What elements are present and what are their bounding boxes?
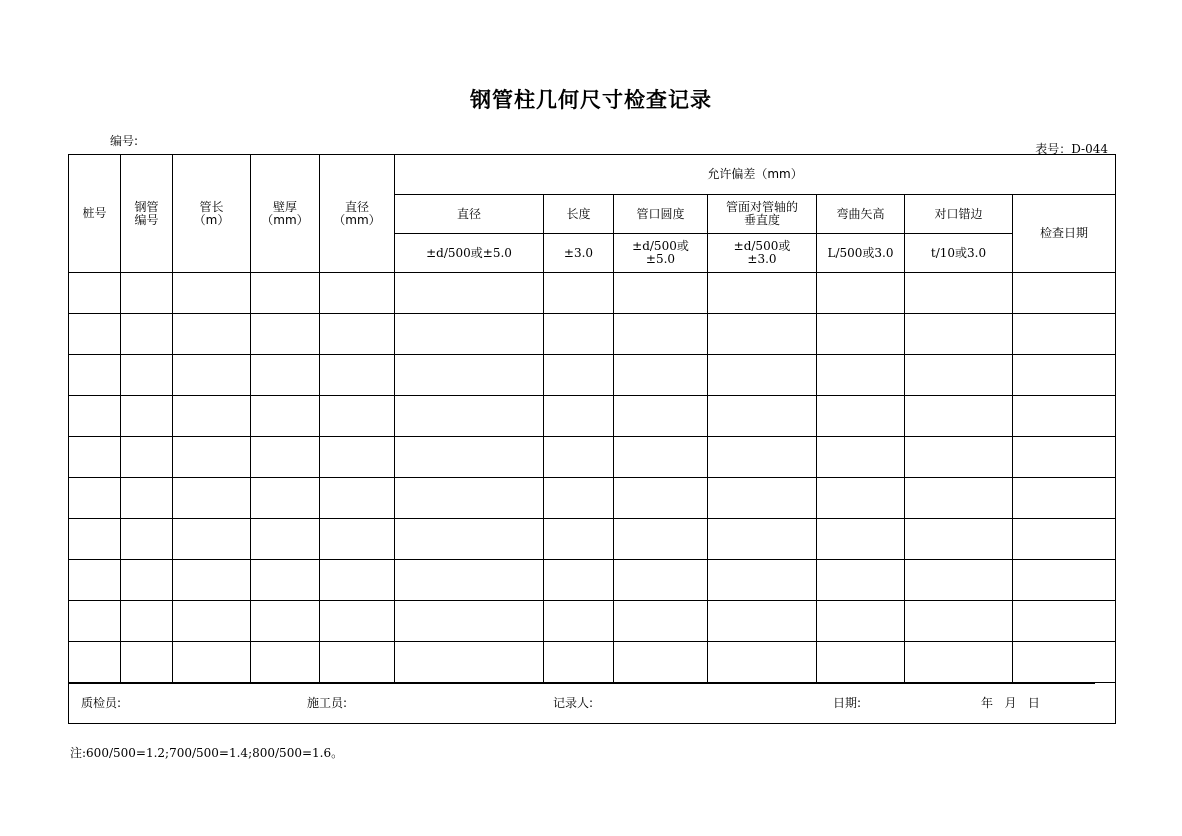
table-cell[interactable]: [614, 355, 708, 396]
table-cell[interactable]: [395, 273, 544, 314]
table-cell[interactable]: [905, 519, 1013, 560]
table-cell[interactable]: [69, 642, 121, 683]
table-cell[interactable]: [251, 478, 320, 519]
table-cell[interactable]: [544, 273, 614, 314]
table-cell[interactable]: [544, 314, 614, 355]
table-cell[interactable]: [708, 519, 817, 560]
table-cell[interactable]: [395, 437, 544, 478]
table-cell[interactable]: [173, 560, 251, 601]
table-cell[interactable]: [544, 437, 614, 478]
table-cell[interactable]: [173, 601, 251, 642]
table-cell[interactable]: [121, 355, 173, 396]
table-cell[interactable]: [320, 601, 395, 642]
table-cell[interactable]: [544, 560, 614, 601]
table-cell[interactable]: [173, 355, 251, 396]
header-tolerance-group: 允许偏差（mm）: [395, 155, 1116, 195]
table-cell[interactable]: [69, 601, 121, 642]
table-cell[interactable]: [614, 396, 708, 437]
table-cell[interactable]: [1013, 437, 1116, 478]
table-cell[interactable]: [708, 601, 817, 642]
constructor-label: 施工员:: [307, 696, 348, 710]
table-cell[interactable]: [395, 314, 544, 355]
table-cell[interactable]: [69, 437, 121, 478]
table-cell[interactable]: [544, 601, 614, 642]
header-diameter: 直径 （mm）: [320, 155, 395, 273]
tolerance-name-length: 长度: [544, 195, 614, 234]
table-cell[interactable]: [69, 314, 121, 355]
table-cell[interactable]: [905, 355, 1013, 396]
table-cell[interactable]: [1013, 396, 1116, 437]
recorder-label: 记录人:: [553, 696, 594, 710]
table-cell[interactable]: [817, 560, 905, 601]
table-cell[interactable]: [708, 478, 817, 519]
table-row: [69, 355, 1116, 396]
table-cell[interactable]: [121, 396, 173, 437]
tolerance-value-diameter: ±d/500或±5.0: [395, 234, 544, 273]
table-cell[interactable]: [395, 601, 544, 642]
table-cell[interactable]: [544, 519, 614, 560]
inspection-table: [68, 154, 1116, 724]
table-cell[interactable]: [905, 560, 1013, 601]
table-cell[interactable]: [817, 437, 905, 478]
table-cell[interactable]: [69, 478, 121, 519]
table-cell[interactable]: [251, 355, 320, 396]
table-cell[interactable]: [320, 478, 395, 519]
table-cell[interactable]: [817, 314, 905, 355]
table-cell[interactable]: [817, 601, 905, 642]
table-cell[interactable]: [320, 642, 395, 683]
table-cell[interactable]: [121, 642, 173, 683]
year-month-day-label: 年 月 日: [981, 696, 1040, 710]
table-cell[interactable]: [544, 478, 614, 519]
form-number: 表号：D-044: [1035, 142, 1108, 156]
table-cell[interactable]: [320, 314, 395, 355]
tolerance-value-misalignment: t/10或3.0: [905, 234, 1013, 273]
table-row: [69, 642, 1116, 683]
table-cell[interactable]: [817, 396, 905, 437]
table-row: [69, 396, 1116, 437]
table-cell[interactable]: [251, 560, 320, 601]
table-cell[interactable]: [614, 519, 708, 560]
tolerance-value-length: ±3.0: [544, 234, 614, 273]
table-cell[interactable]: [1013, 478, 1116, 519]
table-cell[interactable]: [69, 560, 121, 601]
page-title: 钢管柱几何尺寸检查记录: [470, 88, 712, 112]
table-cell[interactable]: [251, 601, 320, 642]
table-cell[interactable]: [69, 355, 121, 396]
table-cell[interactable]: [614, 314, 708, 355]
table-cell[interactable]: [173, 519, 251, 560]
table-row: [69, 314, 1116, 355]
table-cell[interactable]: [817, 642, 905, 683]
table-cell[interactable]: [173, 437, 251, 478]
date-label: 日期:: [833, 696, 862, 710]
table-row: [69, 560, 1116, 601]
table-cell[interactable]: [1013, 314, 1116, 355]
table-cell[interactable]: [320, 437, 395, 478]
table-cell[interactable]: [251, 314, 320, 355]
table-cell[interactable]: [905, 642, 1013, 683]
tolerance-value-perpendicularity: ±d/500或 ±3.0: [708, 234, 817, 273]
table-cell[interactable]: [708, 314, 817, 355]
table-cell[interactable]: [173, 314, 251, 355]
table-cell[interactable]: [121, 437, 173, 478]
header-steel-pipe-no: 钢管 编号: [121, 155, 173, 273]
table-row: [69, 478, 1116, 519]
tolerance-value-bending: L/500或3.0: [817, 234, 905, 273]
table-cell[interactable]: [173, 478, 251, 519]
header-wall-thickness: 壁厚 （mm）: [251, 155, 320, 273]
signature-row: [69, 683, 1116, 724]
table-cell[interactable]: [817, 273, 905, 314]
table-cell[interactable]: [173, 273, 251, 314]
table-cell[interactable]: [173, 396, 251, 437]
tolerance-value-roundness: ±d/500或 ±5.0: [614, 234, 708, 273]
table-cell[interactable]: [121, 478, 173, 519]
table-cell[interactable]: [905, 601, 1013, 642]
table-cell[interactable]: [905, 314, 1013, 355]
table-cell[interactable]: [251, 273, 320, 314]
table-cell[interactable]: [817, 355, 905, 396]
table-cell[interactable]: [121, 273, 173, 314]
table-cell[interactable]: [708, 642, 817, 683]
table-cell[interactable]: [708, 273, 817, 314]
table-cell[interactable]: [121, 314, 173, 355]
table-cell[interactable]: [395, 519, 544, 560]
table-cell[interactable]: [614, 560, 708, 601]
table-cell[interactable]: [905, 396, 1013, 437]
table-cell[interactable]: [251, 396, 320, 437]
table-cell[interactable]: [614, 478, 708, 519]
table-cell[interactable]: [905, 273, 1013, 314]
table-cell[interactable]: [817, 519, 905, 560]
table-cell[interactable]: [708, 437, 817, 478]
table-row: [69, 601, 1116, 642]
table-cell[interactable]: [708, 396, 817, 437]
serial-number-label: 编号:: [110, 134, 139, 148]
table-cell[interactable]: [1013, 355, 1116, 396]
header-check-date: 检查日期: [1013, 195, 1116, 273]
table-cell[interactable]: [614, 601, 708, 642]
table-cell[interactable]: [251, 437, 320, 478]
table-cell[interactable]: [395, 642, 544, 683]
tolerance-name-perpendicularity: 管面对管轴的 垂直度: [708, 195, 817, 234]
tolerance-name-bending: 弯曲矢高: [817, 195, 905, 234]
table-cell[interactable]: [121, 601, 173, 642]
table-cell[interactable]: [708, 355, 817, 396]
table-cell[interactable]: [69, 273, 121, 314]
table-cell[interactable]: [1013, 560, 1116, 601]
table-cell[interactable]: [69, 519, 121, 560]
table-cell[interactable]: [251, 642, 320, 683]
table-row: [69, 437, 1116, 478]
tolerance-name-diameter: 直径: [395, 195, 544, 234]
table-cell[interactable]: [320, 273, 395, 314]
footnote: 注:600/500=1.2;700/500=1.4;800/500=1.6。: [70, 746, 344, 760]
table-cell[interactable]: [1013, 642, 1116, 683]
table-cell[interactable]: [614, 642, 708, 683]
table-cell[interactable]: [817, 478, 905, 519]
table-cell[interactable]: [395, 355, 544, 396]
table-cell[interactable]: [1013, 519, 1116, 560]
table-cell[interactable]: [320, 355, 395, 396]
table-cell[interactable]: [320, 519, 395, 560]
table-cell[interactable]: [1013, 273, 1116, 314]
header-pile-no: 桩号: [69, 155, 121, 273]
table-cell[interactable]: [69, 396, 121, 437]
table-cell[interactable]: [395, 560, 544, 601]
table-row: [69, 273, 1116, 314]
table-cell[interactable]: [121, 560, 173, 601]
table-cell[interactable]: [614, 273, 708, 314]
table-cell[interactable]: [544, 642, 614, 683]
header-pipe-length: 管长 （m）: [173, 155, 251, 273]
tolerance-name-misalignment: 对口错边: [905, 195, 1013, 234]
table-cell[interactable]: [395, 478, 544, 519]
table-cell[interactable]: [121, 519, 173, 560]
table-cell[interactable]: [251, 519, 320, 560]
table-cell[interactable]: [708, 560, 817, 601]
table-cell[interactable]: [320, 560, 395, 601]
table-cell[interactable]: [320, 396, 395, 437]
table-cell[interactable]: [905, 478, 1013, 519]
table-row: [69, 519, 1116, 560]
inspector-label: 质检员:: [81, 696, 122, 710]
table-cell[interactable]: [614, 437, 708, 478]
table-cell[interactable]: [905, 437, 1013, 478]
table-cell[interactable]: [1013, 601, 1116, 642]
table-cell[interactable]: [544, 355, 614, 396]
table-cell[interactable]: [544, 396, 614, 437]
table-cell[interactable]: [173, 642, 251, 683]
table-cell[interactable]: [395, 396, 544, 437]
tolerance-name-roundness: 管口圆度: [614, 195, 708, 234]
